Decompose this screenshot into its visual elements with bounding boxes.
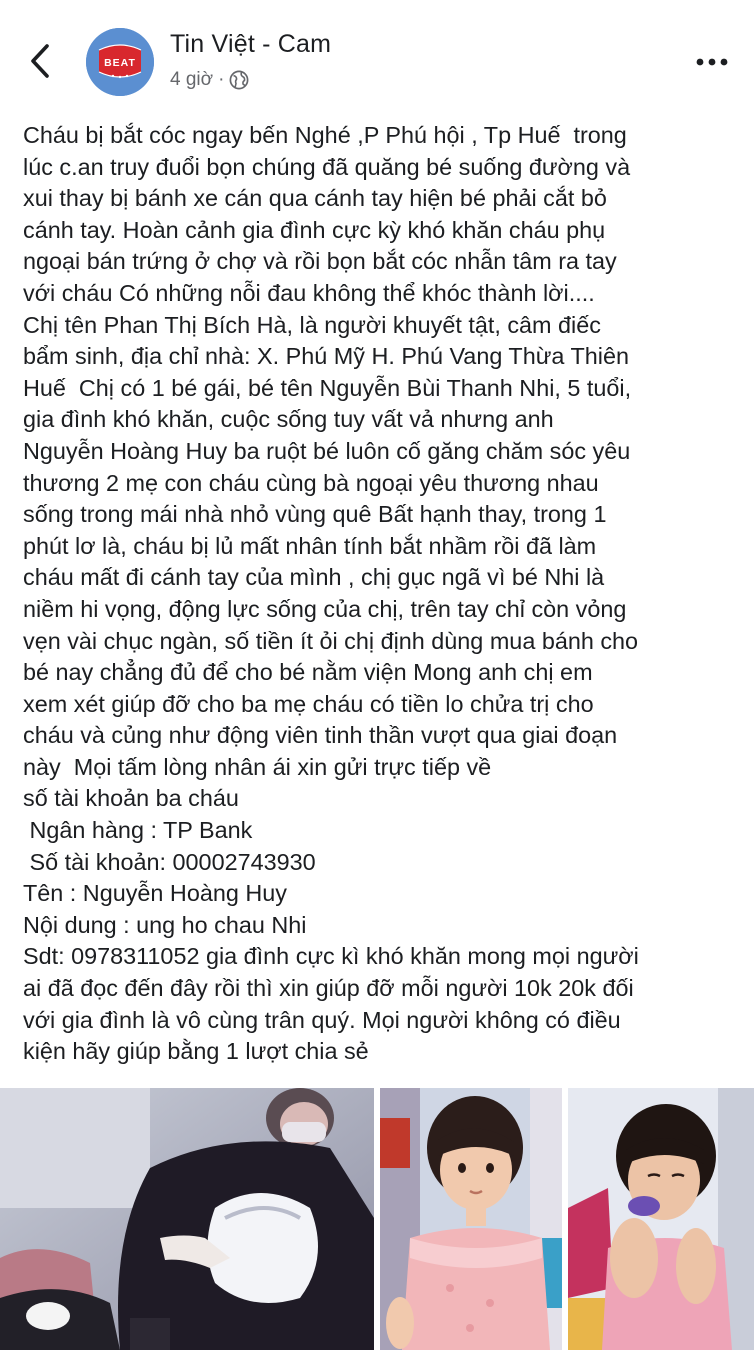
post-line: Số tài khoản: 00002743930 <box>23 848 316 875</box>
post-line: với gia đình là vô cùng trân quý. Mọi người không có điều <box>23 1006 621 1033</box>
more-horizontal-icon <box>690 48 734 74</box>
photo-girl-pink-dress[interactable] <box>380 1088 562 1350</box>
post-line: cháu và củng như động viên tinh thần vượt qua giai đoạn <box>23 722 618 749</box>
post-line: Sdt: 0978311052 gia đình cực kì khó khăn mong mọi người <box>23 943 639 970</box>
post-line: ai đã đọc đến đây rồi thì xin giúp đỡ mỗi người 10k 20k đối <box>23 975 634 1002</box>
post-line: Chị tên Phan Thị Bích Hà, là người khuyết tật, câm điếc <box>23 311 601 338</box>
post-line: số tài khoản ba cháu <box>23 785 239 812</box>
post-line: với cháu Có những nỗi đau không thể khóc thành lời.... <box>23 279 595 306</box>
post-line: Huế Chị có 1 bé gái, bé tên Nguyễn Bùi Thanh Nhi, 5 tuổi, <box>23 374 632 401</box>
post-line: lúc c.an truy đuổi bọn chúng đã quăng bé suống đường và <box>23 153 631 180</box>
post-line: phút lơ là, cháu bị lủ mất nhân tính bắt nhầm rồi đã làm <box>23 532 597 559</box>
post-line: cánh tay. Hoàn cảnh gia đình cực kỳ khó khăn cháu phụ <box>23 216 606 243</box>
chevron-left-icon <box>22 38 62 84</box>
post-time[interactable]: 4 giờ <box>170 69 214 90</box>
post-line: này Mọi tấm lòng nhân ái xin gửi trực tiếp về <box>23 753 492 780</box>
post-line: xem xét giúp đỡ cho ba mẹ cháu có tiền lo chửa trị cho <box>23 690 594 717</box>
post-line: Nội dung : ung ho chau Nhi <box>23 911 307 938</box>
post-line: bẩm sinh, địa chỉ nhà: X. Phú Mỹ H. Phú Vang Thừa Thiên <box>23 343 629 370</box>
post-line: vẹn vài chục ngàn, số tiền ít ỏi chị định dùng mua bánh cho <box>23 627 639 654</box>
page-name[interactable]: Tin Việt - Cam <box>170 30 332 58</box>
post-line: Tên : Nguyễn Hoàng Huy <box>23 880 287 907</box>
beat-logo <box>86 28 154 96</box>
page-avatar[interactable] <box>86 28 154 96</box>
post-line: cháu mất đi cánh tay của mình , chị gục ngã vì bé Nhi là <box>23 564 605 591</box>
post-line: sống trong mái nhà nhỏ vùng quê Bất hạnh thay, trong 1 <box>23 501 607 528</box>
photo-girl-drinking[interactable] <box>568 1088 754 1350</box>
post-header <box>0 0 754 110</box>
meta-separator: · <box>218 69 225 90</box>
post-line: niềm hi vọng, động lực sống của chị, trên tay chỉ còn vỏng <box>23 595 627 622</box>
post-line: xui thay bị bánh xe cán qua cánh tay hiện bé phải cắt bỏ <box>23 185 607 212</box>
post-line: Cháu bị bắt cóc ngay bến Nghé ,P Phú hội , Tp Huế trong <box>23 122 627 148</box>
post-line: thương 2 mẹ con cháu cùng bà ngoại yêu thương nhau <box>23 469 599 496</box>
post-line: bé nay chẳng đủ để cho bé nằm viện Mong anh chị em <box>23 659 593 686</box>
back-button[interactable] <box>22 38 62 84</box>
post-line: Ngân hàng : TP Bank <box>23 817 253 844</box>
post-meta <box>170 69 249 91</box>
post-body <box>23 120 751 1068</box>
globe-icon[interactable] <box>229 70 249 90</box>
post-line: ngoại bán trứng ở chợ và rồi bọn bắt cóc nhẫn tâm ra tay <box>23 248 617 275</box>
post-line: gia đình khó khăn, cuộc sống tuy vất vả nhưng anh <box>23 406 554 433</box>
photo-grid <box>0 1088 754 1350</box>
post-line: kiện hãy giúp bằng 1 lượt chia sẻ <box>23 1038 369 1065</box>
avatar-logo-text: BEAT <box>104 57 136 69</box>
more-options-button[interactable] <box>690 48 734 74</box>
post-line: Nguyễn Hoàng Huy ba ruột bé luôn cố găng chăm sóc yêu <box>23 437 631 464</box>
photo-cctv-scene[interactable] <box>0 1088 374 1350</box>
